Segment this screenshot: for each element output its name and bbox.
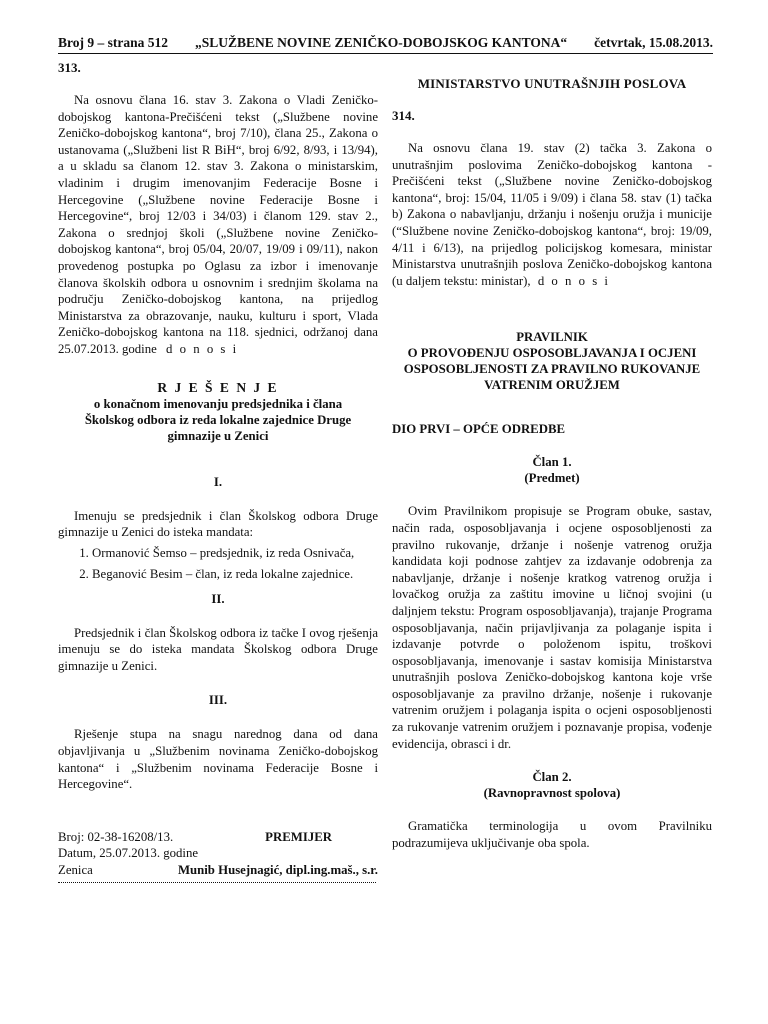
page-header xyxy=(58,35,713,54)
section-3-text: Rješenje stupa na snagu narednog dana od dana objavljivanja u „Službenim novinama Zeničko-dobojskog kantona“ i „Službenim novinama Federacije Bosne i Hercegovine“. xyxy=(58,727,378,792)
section-3-heading: III. xyxy=(208,693,228,708)
act-314-preamble xyxy=(392,140,712,289)
section-2-heading: II. xyxy=(211,591,225,606)
act-314-preamble-text: Na osnovu člana 19. stav (2) tačka 3. Zakona o unutrašnjim poslovima Zeničko-dobojskog kantona - Prečišćeni tekst („Službene novine Zeničko-dobojskog kantona“, broj: 15/04, 11/05 i 9/09) i člana 58. stav (1) tačka b) Zakona o nabavljanju, držanju i nošenju oružja i municije (“Službene novine Zeničko-dobojskog kantona“, broj: 19/09, 4/11 i 6/13), na prijedlog policijskog komesara, ministar Ministarstva unutrašnjih poslova Zeničko-dobojskog kantona (u daljem tekstu: ministar), xyxy=(392,141,712,288)
signatory-name: Munib Husejnagić, dipl.ing.maš., s.r. xyxy=(177,862,378,877)
issue-date: četvrtak, 15.08.2013. xyxy=(594,35,713,50)
section-1-heading: I. xyxy=(213,474,223,489)
signature-block xyxy=(58,829,378,884)
reference-number: Broj: 02-38-16208/13. xyxy=(58,829,174,844)
right-column xyxy=(392,60,712,851)
signature-date: Datum, 25.07.2013. godine xyxy=(58,846,199,861)
act-314-donosi: d o n o s i xyxy=(537,273,610,288)
signature-place: Zenica xyxy=(58,862,93,877)
article-2-subheading: (Ravnopravnost spolova) xyxy=(483,786,621,801)
article-2-text: Gramatička terminologija u ovom Pravilniku podrazumijeva uključivanje oba spola. xyxy=(392,819,712,850)
ministry-heading: MINISTARSTVO UNUTRAŠNJIH POSLOVA xyxy=(417,76,687,91)
act-313-donosi: d o n o s i xyxy=(166,341,239,356)
decision-subtitle: o konačnom imenovanju predsjednika i člana Školskog odbora iz reda lokalne zajednice Druge gimnazije u Zenici xyxy=(84,396,352,443)
dotted-divider xyxy=(58,880,376,883)
act-313-preamble-text: Na osnovu člana 16. stav 3. Zakona o Vladi Zeničko-dobojskog kantona-Prečišćeni tekst („Službene novine Zeničko-dobojskog kantona“, broj 7/10), člana 25., Zakona o ustanovama („Službeni list R BiH“, broj 6/92, 8/93, i 13/94), a u skladu sa članom 12. stav 3. Zakona o ministarskim, vladinim i drugim imenovanjim Federacije Bosne i Hercegovine („Službene novine Federacije Bosne i Hercegovine“, broj 12/03 i 34/03) i članom 129. stav 2., Zakona o srednjoj školi („Službene novine Zeničko-dobojskog kantona“, broj 05/04, 20/07, 19/09 i 09/11), nakon provedenog postupka po Oglasu za izbor i imenovanje članova školskih odbora u osnovnim i srednjim školama na području Zeničko-dobojskog kantona, na prijedlog Ministarstva za obrazovanje, nauku, kulturu i sport, Vlada Zeničko-dobojskog kantona na 118. sjednici, održanoj dana 25.07.2013. godine xyxy=(58,93,378,356)
gazette-title: „SLUŽBENE NOVINE ZENIČKO-DOBOJSKOG KANTONA“ xyxy=(194,35,568,50)
issue-page-number: Broj 9 – strana 512 xyxy=(58,35,168,50)
signatory-role: PREMIJER xyxy=(265,829,332,844)
appointee-list xyxy=(58,543,378,585)
act-number-314: 314. xyxy=(392,108,415,123)
section-1-text: Imenuju se predsjednik i član Školskog odbora Druge gimnazije u Zenici do isteka mandata: xyxy=(58,508,378,540)
rulebook-subtitle: O PROVOĐENJU OSPOSOBLJAVANJA I OCJENI OSPOSOBLJENOSTI ZA PRAVILNO RUKOVANJE VATRENIM ORUŽJEM xyxy=(403,346,701,393)
left-column xyxy=(58,60,378,883)
article-1-text: Ovim Pravilnikom propisuje se Program obuke, sastav, način rada, osposobljavanja i ocjene osposobljenosti za pravilno rukovanje, držanje i nošenje vatrenog oružja kandidata koji podnose zahtjev za izdavanje odobrenja za nabavljanje, držanje i nošenje kratkog vatrenog oružja i lovačkog oružja za zaštitu imovine u ličnoj svojini (u daljnjem tekstu: Program osposobljavanja), trajanje Programa osposobljavanja, način prijavljivanja za polaganje ispita i izdavanje potvrde o položenom ispitu, troškovi osposobljavanja, imenovanje i sastav komisija Ministarstva unutrašnjih poslova Zeničko-dobojskog kantona koje vrše osposobljavanje za pravilno držanje, nošenje i rukovanje vatrenim oružjem i polaganja ispita o ocjeni osposobljenosti za rukovanje vatrenim oružjem i poznavanje propisa, vođenje evidencija, obrasci i dr. xyxy=(392,504,712,751)
article-1-subheading: (Predmet) xyxy=(524,471,580,486)
section-2-text: Predsjednik i član Školskog odbora iz tačke I ovog rješenja imenuju se do isteka mandata Školskog odbora Druge gimnazije u Zenici. xyxy=(58,625,378,673)
list-item: 2. Beganović Besim – član, iz reda lokalne zajednice. xyxy=(92,564,378,585)
article-2-heading: Član 2. xyxy=(532,770,572,785)
list-item: 1. Ormanović Šemso – predsjednik, iz reda Osnivača, xyxy=(92,543,378,564)
part-heading: DIO PRVI – OPĆE ODREDBE xyxy=(392,422,566,437)
article-1-heading: Član 1. xyxy=(532,455,572,470)
act-number-313: 313. xyxy=(58,60,81,75)
act-313-preamble xyxy=(58,92,378,358)
decision-title: R J E Š E N J E xyxy=(157,379,279,395)
rulebook-title: PRAVILNIK xyxy=(516,330,588,345)
